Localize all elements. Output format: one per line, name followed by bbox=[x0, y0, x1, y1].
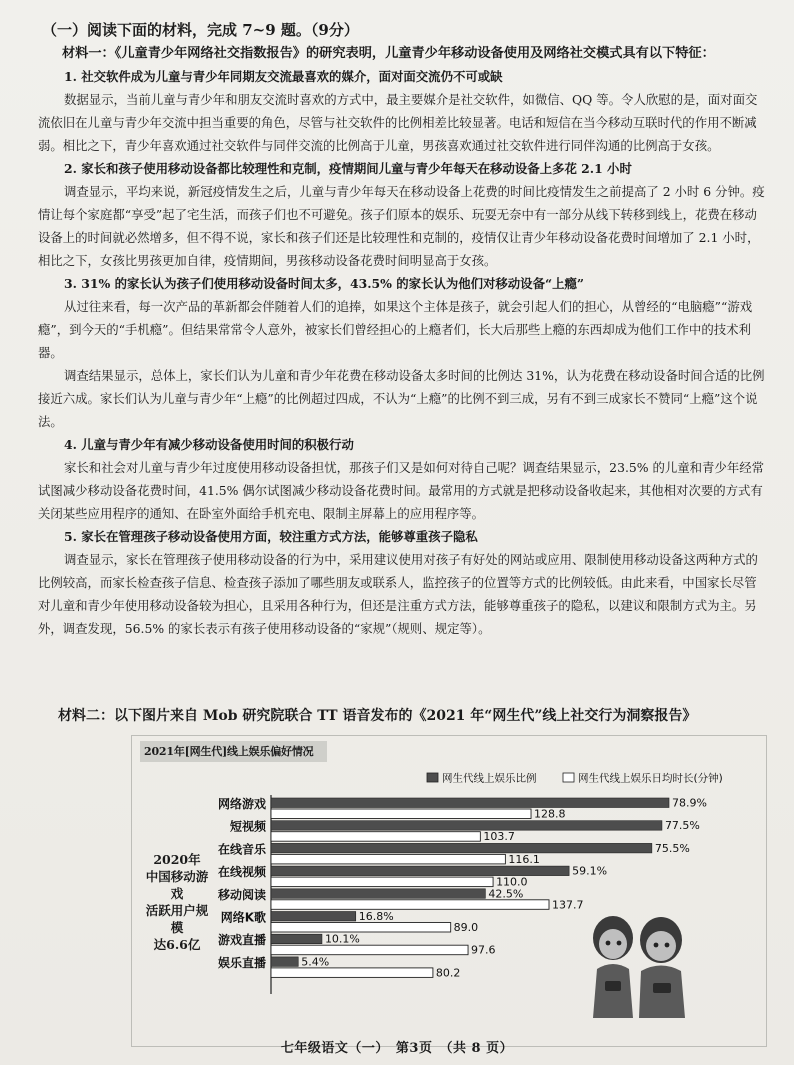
category-label: 在线视频 bbox=[217, 865, 266, 880]
side-note-line: 活跃用户规模 bbox=[145, 903, 209, 935]
bar-duration bbox=[271, 832, 480, 842]
category-label: 游戏直播 bbox=[217, 933, 266, 948]
side-note-line: 达6.6亿 bbox=[153, 937, 201, 952]
category-label: 网络游戏 bbox=[217, 797, 266, 811]
data-label-ratio: 59.1% bbox=[572, 864, 608, 878]
point1-para: 数据显示，当前儿童与青少年和朋友交流时喜欢的方式中，最主要媒介是社交软件，如微信、QQ 等。令人欣慰的是，面对面交流依旧在儿童与青少年交流中担当重要的角色，尽管与社交软件的比例相差比较显著。电话和短信在当今移动互联时代的作用不断减弱。相比之下，青少年喜欢通过社交软件与同伴交流的比例高于儿童，男孩喜欢通过社交软件进行同伴沟通的比例高于女孩。 bbox=[38, 92, 758, 153]
data-label-duration: 116.1 bbox=[508, 852, 540, 866]
category-label: 移动阅读 bbox=[217, 887, 266, 902]
bar-duration bbox=[271, 923, 451, 933]
bar-ratio bbox=[271, 798, 669, 808]
bar-ratio bbox=[271, 889, 485, 899]
section-title: （一）阅读下面的材料，完成 7~9 题。（9分） bbox=[42, 21, 359, 39]
category-label: 网络K歌 bbox=[220, 910, 266, 925]
bar-duration bbox=[271, 877, 493, 887]
data-label-ratio: 77.5% bbox=[664, 819, 700, 833]
bar-ratio bbox=[271, 843, 652, 853]
point4-para: 家长和社会对儿童与青少年过度使用移动设备担忧，那孩子们又是如何对待自己呢？调查结果显示，23.5% 的儿童和青少年经常试图减少移动设备花费时间，41.5% 偶尔试图减少移动设备花费时间。最常用的方式就是把移动设备收起来，其他相对次要的方式有关闭某些应用程序的通知、在卧室外面给手机充电、限制主屏幕上的应用程序等。 bbox=[38, 460, 765, 521]
side-note-line: 2020年 bbox=[153, 852, 201, 867]
point3-heading: 3. 31% 的家长认为孩子们使用移动设备时间太多，43.5% 的家长认为他们对移动设备“上瘾” bbox=[64, 276, 584, 291]
data-label-ratio: 78.9% bbox=[672, 796, 707, 810]
category-label: 娱乐直播 bbox=[217, 955, 266, 970]
category-label: 短视频 bbox=[229, 819, 266, 834]
category-label: 在线音乐 bbox=[217, 842, 266, 857]
data-label-duration: 80.2 bbox=[435, 966, 461, 980]
chart-title: 2021年[网生代]线上娱乐偏好情况 bbox=[140, 741, 327, 762]
cartoon-kids-illustration bbox=[575, 913, 695, 1018]
material2-intro: 材料二：以下图片来自 Mob 研究院联合 TT 语音发布的《2021 年“网生代”线上社交行为洞察报告》 bbox=[58, 708, 697, 724]
bar-ratio bbox=[271, 866, 569, 876]
page-footer: 七年级语文（一） 第3页 （共 8 页） bbox=[280, 1041, 514, 1056]
bar-duration bbox=[271, 968, 433, 978]
side-note-line: 中国移动游戏 bbox=[145, 869, 209, 901]
bar-duration bbox=[271, 809, 531, 819]
point5-heading: 5. 家长在管理孩子移动设备使用方面，较注重方式方法，能够尊重孩子隐私 bbox=[64, 529, 478, 544]
point2-heading: 2. 家长和孩子使用移动设备都比较理性和克制，疫情期间儿童与青少年每天在移动设备上多花 2.1 小时 bbox=[64, 161, 632, 176]
bar-duration bbox=[271, 945, 468, 955]
data-label-duration: 97.6 bbox=[471, 943, 496, 957]
bar-duration bbox=[271, 854, 505, 864]
bar-ratio bbox=[271, 821, 662, 831]
point3-para-2: 调查结果显示，总体上，家长们认为儿童和青少年花费在移动设备太多时间的比例达 31%，认为花费在移动设备时间合适的比例接近六成。家长们认为儿童与青少年“上瘾”的比例超过四成，不认为“上瘾”的比例不到三成，另有不到三成家长不赞同“上瘾”这个说法。 bbox=[38, 368, 765, 429]
data-label-duration: 89.0 bbox=[453, 921, 479, 934]
point4-heading: 4. 儿童与青少年有减少移动设备使用时间的积极行动 bbox=[64, 437, 354, 452]
data-label-ratio: 42.5% bbox=[488, 887, 524, 901]
legend-swatch-ratio bbox=[427, 773, 438, 782]
bar-ratio bbox=[271, 912, 356, 922]
legend-label-ratio: 网生代线上娱乐比例 bbox=[442, 772, 537, 785]
bar-duration bbox=[271, 900, 549, 910]
point5-para: 调查显示，家长在管理孩子使用移动设备的行为中，采用建议使用对孩子有好处的网站或应用、限制使用移动设备这两种方式的比例较高，而家长检查孩子信息、检查孩子添加了哪些朋友或联系人，监控孩子的位置等方式的比例较低。由此来看，中国家长尽管对儿童和青少年使用移动设备较为担心，且采用各种行为，但还是注重方式方法，能够尊重孩子的隐私，以建议和限制方式为主。另外，调查发现，56.5% 的家长表示有孩子使用移动设备的“家规”（规则、规定等）。 bbox=[38, 552, 758, 636]
data-label-ratio: 75.5% bbox=[654, 841, 690, 855]
data-label-duration: 128.8 bbox=[534, 807, 566, 821]
point1-heading: 1. 社交软件成为儿童与青少年同期友交流最喜欢的媒介，面对面交流仍不可或缺 bbox=[64, 69, 503, 84]
point2-para: 调查显示，平均来说，新冠疫情发生之后，儿童与青少年每天在移动设备上花费的时间比疫情发生之前提高了 2 小时 6 分钟。疫情让每个家庭都“享受”起了宅生活，而孩子们也不可避免。孩子们原本的娱乐、玩耍无奈中有一部分从线下转移到线上，花费在移动设备上的时间就必然增多，但不得不说，家长和孩子们还是比较理性和克制的，疫情仅让青少年移动设备花费时间增加了 2.1 小时，相比之下，女孩比男孩更加自律，疫情期间，男孩移动设备花费时间明显高于女孩。 bbox=[38, 184, 765, 268]
material1-intro: 材料一：《儿童青少年网络社交指数报告》的研究表明，儿童青少年移动设备使用及网络社交模式具有以下特征： bbox=[62, 46, 715, 61]
legend-swatch-duration bbox=[563, 773, 574, 782]
bar-ratio bbox=[271, 934, 322, 944]
data-label-duration: 103.7 bbox=[483, 830, 515, 844]
point3-para-1: 从过往来看，每一次产品的革新都会伴随着人们的追捧，如果这个主体是孩子，就会引起人们的担心，从曾经的“电脑瘾”“游戏瘾”，到今天的“手机瘾”。但结果常常令人意外，被家长们曾经担心的上瘾者们，长大后那些上瘾的东西却成为他们工作中的技术利器。 bbox=[38, 299, 753, 360]
data-label-ratio: 16.8% bbox=[358, 910, 394, 923]
data-label-duration: 137.7 bbox=[552, 898, 584, 912]
data-label-duration: 110.0 bbox=[496, 875, 528, 889]
data-label-ratio: 5.4% bbox=[301, 955, 330, 969]
data-label-ratio: 10.1% bbox=[324, 932, 360, 946]
bar-ratio bbox=[271, 957, 298, 967]
legend-label-duration: 网生代线上娱乐日均时长(分钟) bbox=[578, 772, 723, 785]
